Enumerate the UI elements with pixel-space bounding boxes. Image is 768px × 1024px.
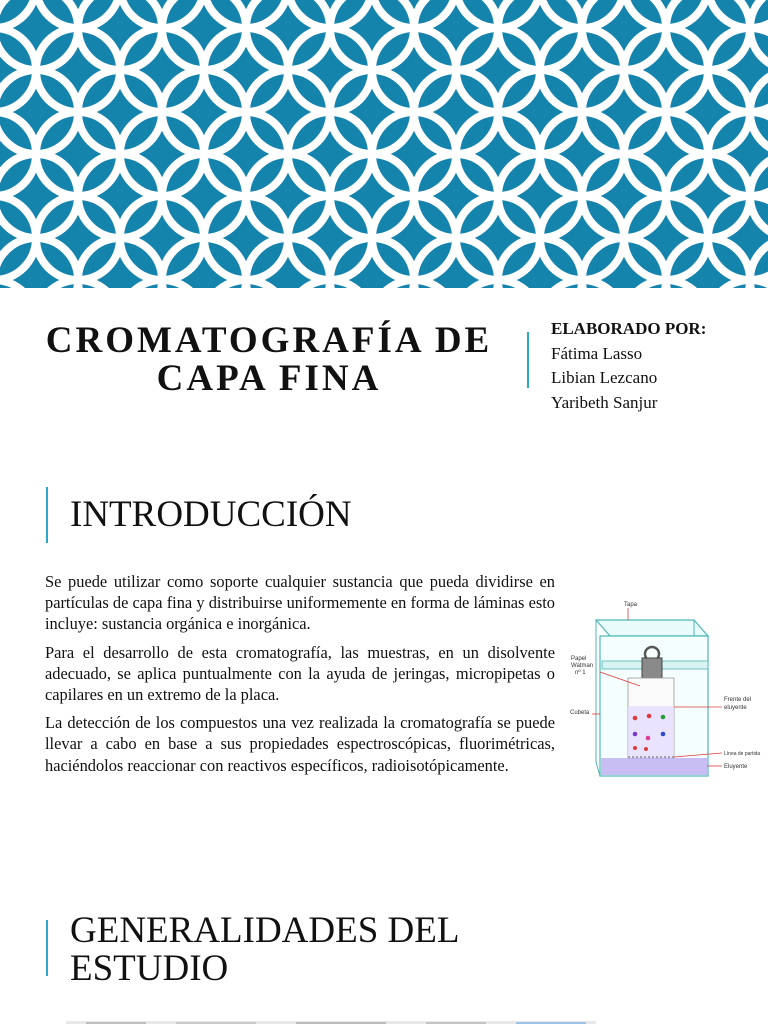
label-linea: Línea de partida	[724, 751, 761, 757]
authors-heading: ELABORADO POR:	[551, 319, 707, 338]
cropped-content-strip	[66, 1014, 596, 1024]
author-name: Libian Lezcano	[551, 368, 658, 387]
label-tapa: Tapa	[624, 602, 638, 608]
label-eluyente-front: eluyente	[724, 705, 747, 711]
label-papel: Papel	[571, 656, 587, 662]
authors-block	[551, 317, 706, 415]
title-divider	[527, 332, 529, 388]
section2-heading-line-1: GENERALIDADES DEL	[70, 910, 460, 951]
label-watman: Watman	[571, 663, 594, 669]
section2-heading-accent	[46, 920, 48, 976]
eluent-layer	[601, 758, 707, 775]
intro-body	[45, 571, 555, 783]
lid-shape	[596, 620, 708, 636]
label-frente: Frente del	[724, 697, 752, 703]
section2-heading-line-2: ESTUDIO	[70, 948, 229, 989]
intro-paragraph: Se puede utilizar como soporte cualquier sustancia que pueda dividirse en partículas de capa fina y distribuirse uniformemente en forma de láminas esto incluye: sustancia orgánica e inorgánica.	[45, 572, 555, 634]
title-line-1: CROMATOGRAFÍA DE	[45, 320, 493, 361]
title-line-2: CAPA FINA	[156, 358, 382, 399]
label-n1: nº 1	[575, 670, 586, 676]
chromatography-diagram	[566, 596, 762, 786]
author-name: Yaribeth Sanjur	[551, 392, 658, 412]
intro-paragraph: Para el desarrollo de esta cromatografía, las muestras, en un disolvente adecuado, se aplica puntualmente con la ayuda de jeringas, micropipetas o capilares en un extremo de la placa.	[45, 642, 555, 705]
label-eluyente: Eluyente	[724, 764, 748, 770]
page-title	[20, 322, 518, 398]
intro-heading-accent	[46, 487, 48, 543]
intro-paragraph: La detección de los compuestos una vez realizada la cromatografía se puede llevar a cabo en base a sus propiedades espectroscópicas, fluorimétricas, haciéndolos reaccionar con reactivos específicos, radioisotópicamente.	[45, 713, 555, 775]
decorative-banner	[0, 0, 768, 288]
author-name: Fátima Lasso	[551, 343, 643, 363]
section2-heading	[70, 912, 459, 988]
intro-heading: INTRODUCCIÓN	[70, 494, 352, 535]
circle-pattern	[0, 0, 768, 288]
label-cubeta: Cubeta	[570, 710, 590, 716]
